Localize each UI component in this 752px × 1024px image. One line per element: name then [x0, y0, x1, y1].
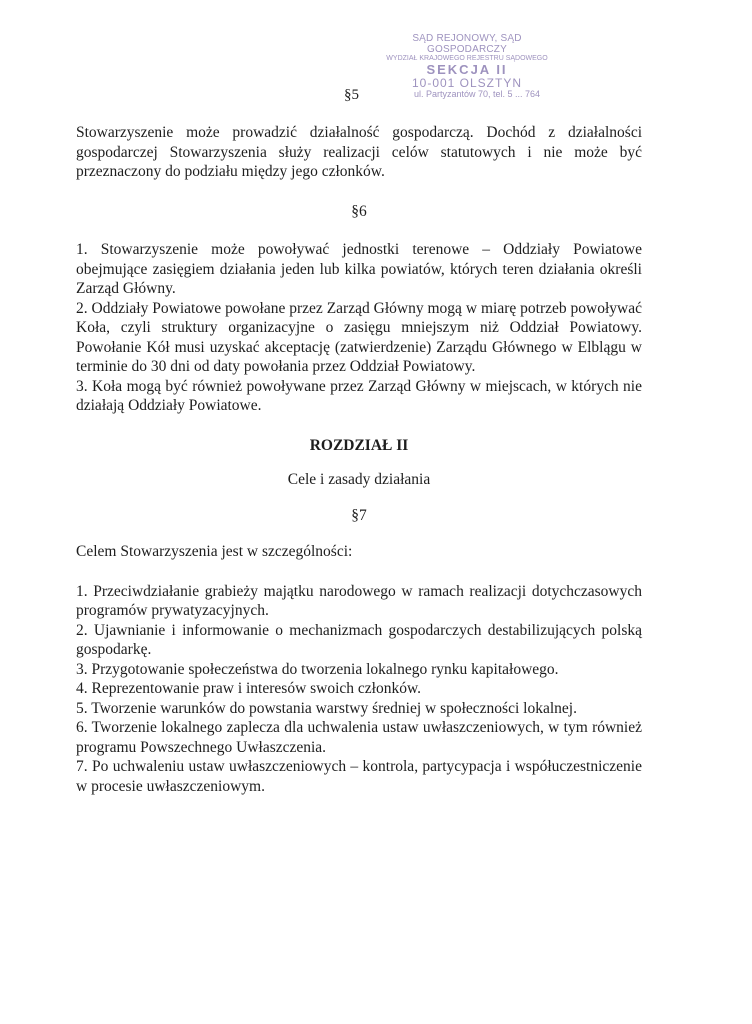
section-5-text: Stowarzyszenie może prowadzić działalność gospodarczą. Dochód z działalności gospodarczej Stowarzyszenia służy realizacji celów statutowych i nie może być przeznaczony do podziału między jego członków.: [76, 124, 642, 180]
section-7-item-5: 5. Tworzenie warunków do powstania warstwy średniej w społeczności lokalnej.: [76, 699, 577, 717]
section-7-intro: Celem Stowarzyszenia jest w szczególności:: [76, 543, 353, 560]
section-7-item-2: 2. Ujawnianie i informowanie o mechanizmach gospodarczych destabilizujących polską gospodarkę.: [76, 621, 642, 658]
stamp-line-city: 10-001 OLSZTYN: [411, 75, 523, 90]
section-7-item-7: 7. Po uchwaleniu ustaw uwłaszczeniowych – kontrola, partycypacja i współuczestniczenie w procesie uwłaszczeniowym.: [76, 758, 642, 795]
stamp-line-section: SEKCJA II: [426, 62, 508, 78]
stamp-line-address: ul. Partyzantów 70, tel. 5 ... 764: [413, 88, 541, 99]
stamp-line-court: SĄD REJONOWY, SĄD GOSPODARCZY: [412, 33, 522, 55]
document-body: [76, 123, 642, 796]
section-6-item-1: 1. Stowarzyszenie może powoływać jednostki terenowe – Oddziały Powiatowe obejmujące zasięgiem działania jeden lub kilka powiatów, których teren działania określi Zarząd Główny.: [76, 241, 642, 297]
section-7-item-3: 3. Przygotowanie społeczeństwa do tworzenia lokalnego rynku kapitałowego.: [76, 660, 559, 678]
section-6-item-3: 3. Koła mogą być również powoływane przez Zarząd Główny w miejscach, w których nie działają Oddziały Powiatowe.: [76, 377, 642, 414]
section-6-item-2: 2. Oddziały Powiatowe powołane przez Zarząd Główny mogą w miarę potrzeb powoływać Koła, czyli struktury organizacyjne o zasięgu mniejszym niż Oddział Powiatowy. Powołanie Kół musi uzyskać akceptację (zatwierdzenie) Zarządu Głównego w Elblągu w terminie do 30 dni od daty powołania przez Oddział Powiatowy.: [76, 299, 642, 375]
section-7-heading: §7: [351, 506, 367, 524]
section-6-heading: §6: [351, 202, 367, 220]
section-7-item-1: 1. Przeciwdziałanie grabieży majątku narodowego w ramach realizacji dotychczasowych programów prywatyzacyjnych.: [76, 582, 642, 619]
section-5-heading: §5: [344, 87, 359, 103]
chapter-subtitle: Cele i zasady działania: [287, 471, 431, 488]
stamp-line-department: WYDZIAŁ KRAJOWEGO REJESTRU SĄDOWEGO: [386, 55, 548, 62]
chapter-title: ROZDZIAŁ II: [309, 436, 409, 454]
court-stamp: [372, 34, 562, 99]
section-7-item-4: 4. Reprezentowanie praw i interesów swoich członków.: [76, 680, 422, 697]
section-7-item-6: 6. Tworzenie lokalnego zaplecza dla uchwalenia ustaw uwłaszczeniowych, w tym również programu Powszechnego Uwłaszczenia.: [76, 719, 642, 756]
